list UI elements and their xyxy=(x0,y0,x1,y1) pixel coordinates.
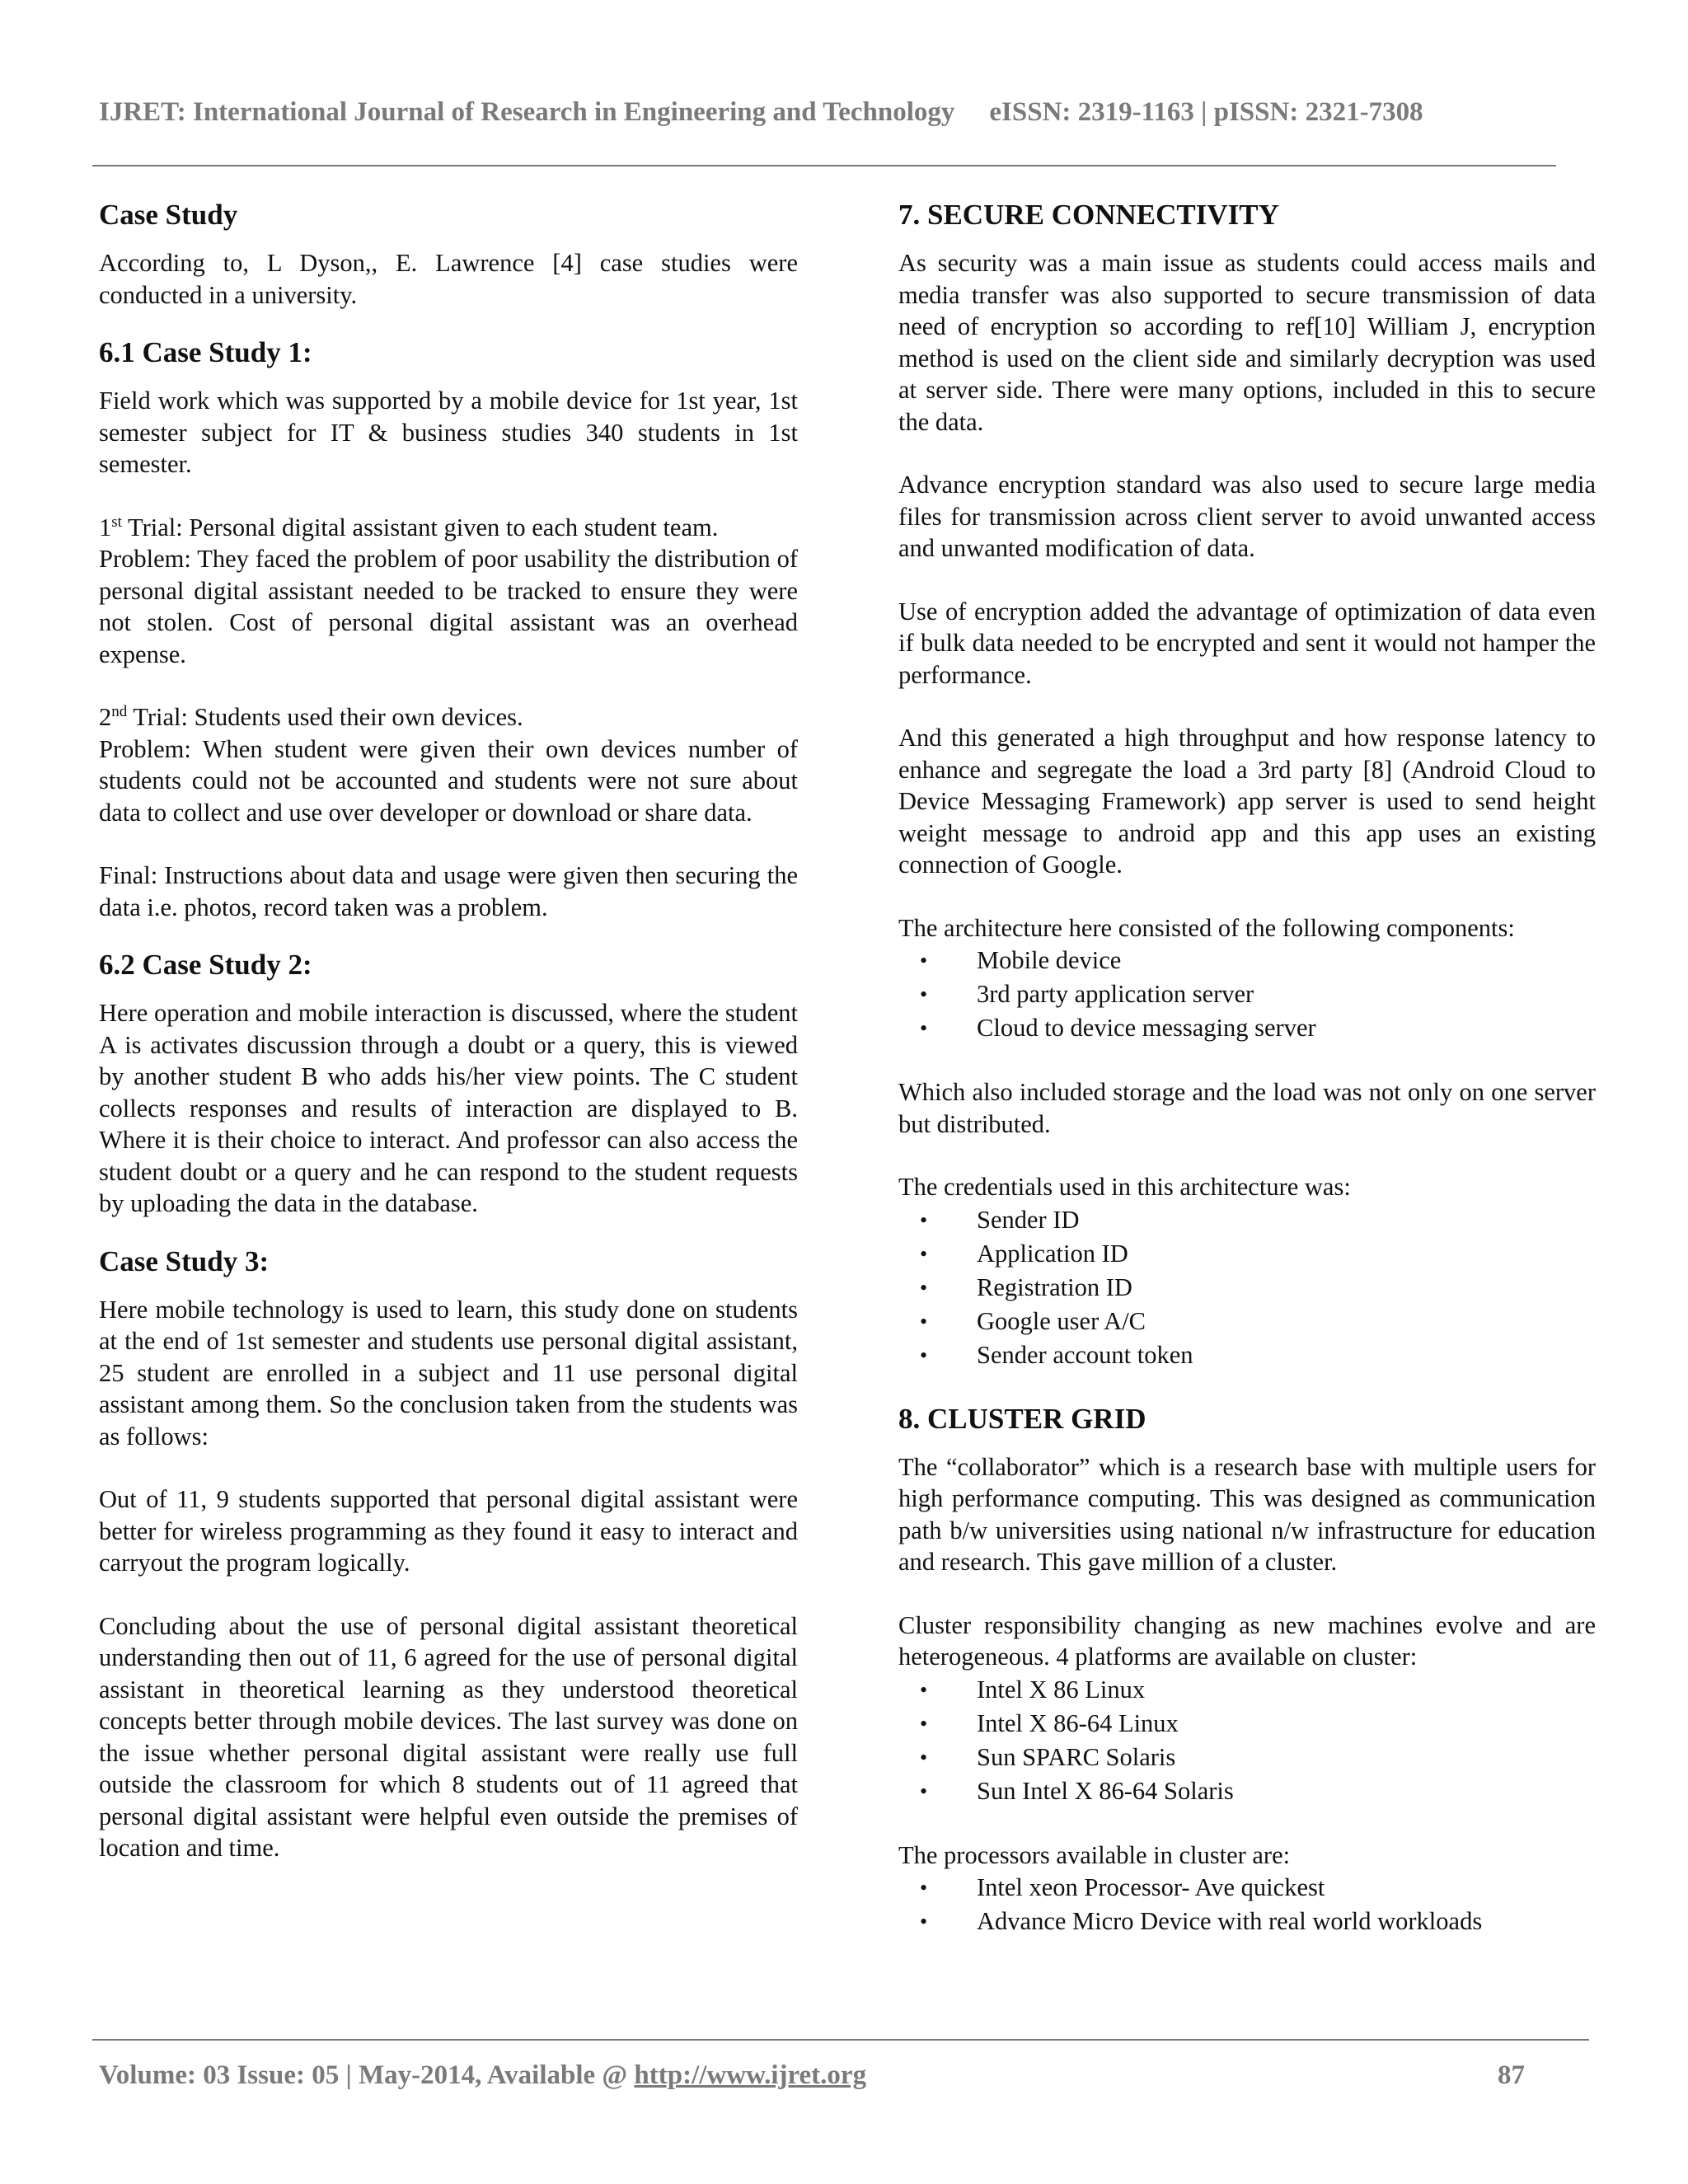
list-item: • Registration ID xyxy=(898,1271,1596,1305)
section-8-paragraph-3: The processors available in cluster are: xyxy=(898,1840,1291,1869)
case-study-2-heading: 6.2 Case Study 2: xyxy=(99,949,312,981)
list-item: • Application ID xyxy=(898,1237,1596,1271)
section-7-paragraph-2: Advance encryption standard was also used to secure large media files for transmission across client server to avoid unwanted access and unwanted modification of data. xyxy=(898,471,1596,562)
issn-line: eISSN: 2319-1163 | pISSN: 2321-7308 xyxy=(989,97,1423,127)
case-study-3-heading: Case Study 3: xyxy=(99,1244,270,1277)
left-column xyxy=(99,198,798,1864)
list-item: • Intel xeon Processor- Ave quickest xyxy=(898,1871,1596,1905)
section-7-paragraph-1: As security was a main issue as students could access mails and media transfer was also supported to secure transmission of data need of encryption so according to ref[10] William J, encryption method is used on the client side and similarly decryption was used at server side. There were many options, included in this to secure the data. xyxy=(898,249,1596,436)
list-item: • Intel X 86-64 Linux xyxy=(898,1707,1596,1741)
bullet-icon: • xyxy=(920,1779,928,1803)
case-study-1-heading: 6.1 Case Study 1: xyxy=(99,336,312,368)
trial-2-line: 2nd Trial: Students used their own devices. xyxy=(99,702,523,731)
components-list xyxy=(898,944,1596,1045)
bullet-icon: • xyxy=(920,1207,928,1232)
page-number: 87 xyxy=(1498,2060,1525,2090)
case-study-3-paragraph-3: Concluding about the use of personal digital assistant theoretical understanding then out of 11, 6 agreed for the use of personal digital assistant in theoretical learning as they understood theoretical concepts better through mobile devices. The last survey was done on the issue whether personal digital assistant were really use full outside the classroom for which 8 students out of 11 agreed that personal digital assistant were helpful even outside the premises of location and time. xyxy=(99,1611,798,1862)
bullet-icon: • xyxy=(920,1016,928,1040)
journal-link[interactable]: http://www.ijret.org xyxy=(634,2060,867,2090)
bullet-icon: • xyxy=(920,1745,928,1769)
platforms-list xyxy=(898,1673,1596,1808)
list-item: • Sender ID xyxy=(898,1203,1596,1237)
section-7-paragraph-4: And this generated a high throughput and how response latency to enhance and segregate the load a 3rd party [8] (Android Cloud to Device Messaging Framework) app server is used to send height weight message to android app and this app uses an existing connection of Google. xyxy=(898,724,1596,879)
case-study-intro: According to, L Dyson,, E. Lawrence [4] case studies were conducted in a university. xyxy=(99,249,798,309)
bullet-icon: • xyxy=(920,982,928,1006)
section-8-paragraph-1: The “collaborator” which is a research base with multiple users for high performance computing. This was designed as communication path b/w universities using national n/w infrastructure for education and research. This gave million of a cluster. xyxy=(898,1452,1596,1576)
case-study-3-paragraph-2: Out of 11, 9 students supported that personal digital assistant were better for wireless programming as they found it easy to interact and carryout the program logically. xyxy=(99,1485,798,1577)
list-item: • Mobile device xyxy=(898,944,1596,977)
journal-title: IJRET: International Journal of Research in Engineering and Technology xyxy=(99,97,955,127)
section-7-heading: 7. SECURE CONNECTIVITY xyxy=(898,199,1279,231)
bullet-icon: • xyxy=(920,1711,928,1736)
section-8-paragraph-2: Cluster responsibility changing as new machines evolve and are heterogeneous. 4 platforms are available on cluster: xyxy=(898,1610,1596,1671)
footer-rule xyxy=(92,2039,1589,2041)
section-7-paragraph-5: The architecture here consisted of the following components: xyxy=(898,913,1515,942)
running-header xyxy=(99,97,1550,128)
bullet-icon: • xyxy=(920,1309,928,1333)
final-paragraph: Final: Instructions about data and usage were given then securing the data i.e. photos, record taken was a problem. xyxy=(99,861,798,921)
list-item: • 3rd party application server xyxy=(898,977,1596,1011)
bullet-icon: • xyxy=(920,1343,928,1367)
header-rule xyxy=(92,165,1556,166)
bullet-icon: • xyxy=(920,1910,928,1933)
list-item: • Advance Micro Device with real world workloads xyxy=(898,1905,1596,1938)
trial-1-problem: Problem: They faced the problem of poor usability the distribution of personal digital assistant needed to be tracked to ensure they were not stolen. Cost of personal digital assistant was an overhead expense. xyxy=(99,545,798,668)
list-item: • Sun SPARC Solaris xyxy=(898,1741,1596,1774)
list-item: • Google user A/C xyxy=(898,1305,1596,1338)
bullet-icon: • xyxy=(920,949,928,972)
right-column xyxy=(898,198,1596,1938)
list-item: • Sun Intel X 86-64 Solaris xyxy=(898,1774,1596,1808)
volume-info: Volume: 03 Issue: 05 | May-2014, Available @ xyxy=(99,2060,635,2090)
trial-2-problem: Problem: When student were given their own devices number of students could not be accounted and students were not sure about data to collect and use over developer or download or share data. xyxy=(99,734,798,827)
section-7-paragraph-7: The credentials used in this architecture was: xyxy=(898,1173,1351,1201)
case-study-heading: Case Study xyxy=(99,199,238,231)
section-7-paragraph-6: Which also included storage and the load was not only on one server but distributed. xyxy=(898,1078,1596,1138)
section-8-heading: 8. CLUSTER GRID xyxy=(898,1402,1146,1435)
list-item: • Cloud to device messaging server xyxy=(898,1011,1596,1045)
section-7-paragraph-3: Use of encryption added the advantage of optimization of data even if bulk data needed to be encrypted and sent it would not hamper the performance. xyxy=(898,597,1596,689)
bullet-icon: • xyxy=(920,1275,928,1300)
list-item: • Sender account token xyxy=(898,1338,1596,1372)
bullet-icon: • xyxy=(920,1241,928,1266)
trial-1-line: 1st Trial: Personal digital assistant given to each student team. xyxy=(99,513,719,541)
case-study-1-paragraph: Field work which was supported by a mobile device for 1st year, 1st semester subject for IT & business studies 340 students in 1st semester. xyxy=(99,387,798,478)
bullet-icon: • xyxy=(920,1876,928,1900)
case-study-3-paragraph-1: Here mobile technology is used to learn, this study done on students at the end of 1st semester and students use personal digital assistant, 25 student are enrolled in a subject and 11 use personal digital assistant among them. So the conclusion taken from the students was as follows: xyxy=(99,1295,798,1451)
case-study-2-paragraph: Here operation and mobile interaction is discussed, where the student A is activates discussion through a doubt or a query, this is viewed by another student B who adds his/her view points. The C student collects responses and results of interaction are displayed to B. Where it is their choice to interact. And professor can also access the student doubt or a query and he can respond to the student requests by uploading the data in the database. xyxy=(99,999,798,1217)
bullet-icon: • xyxy=(920,1677,928,1702)
processors-list xyxy=(898,1871,1596,1938)
credentials-list xyxy=(898,1203,1596,1372)
running-footer xyxy=(99,2060,1525,2091)
list-item: • Intel X 86 Linux xyxy=(898,1673,1596,1707)
